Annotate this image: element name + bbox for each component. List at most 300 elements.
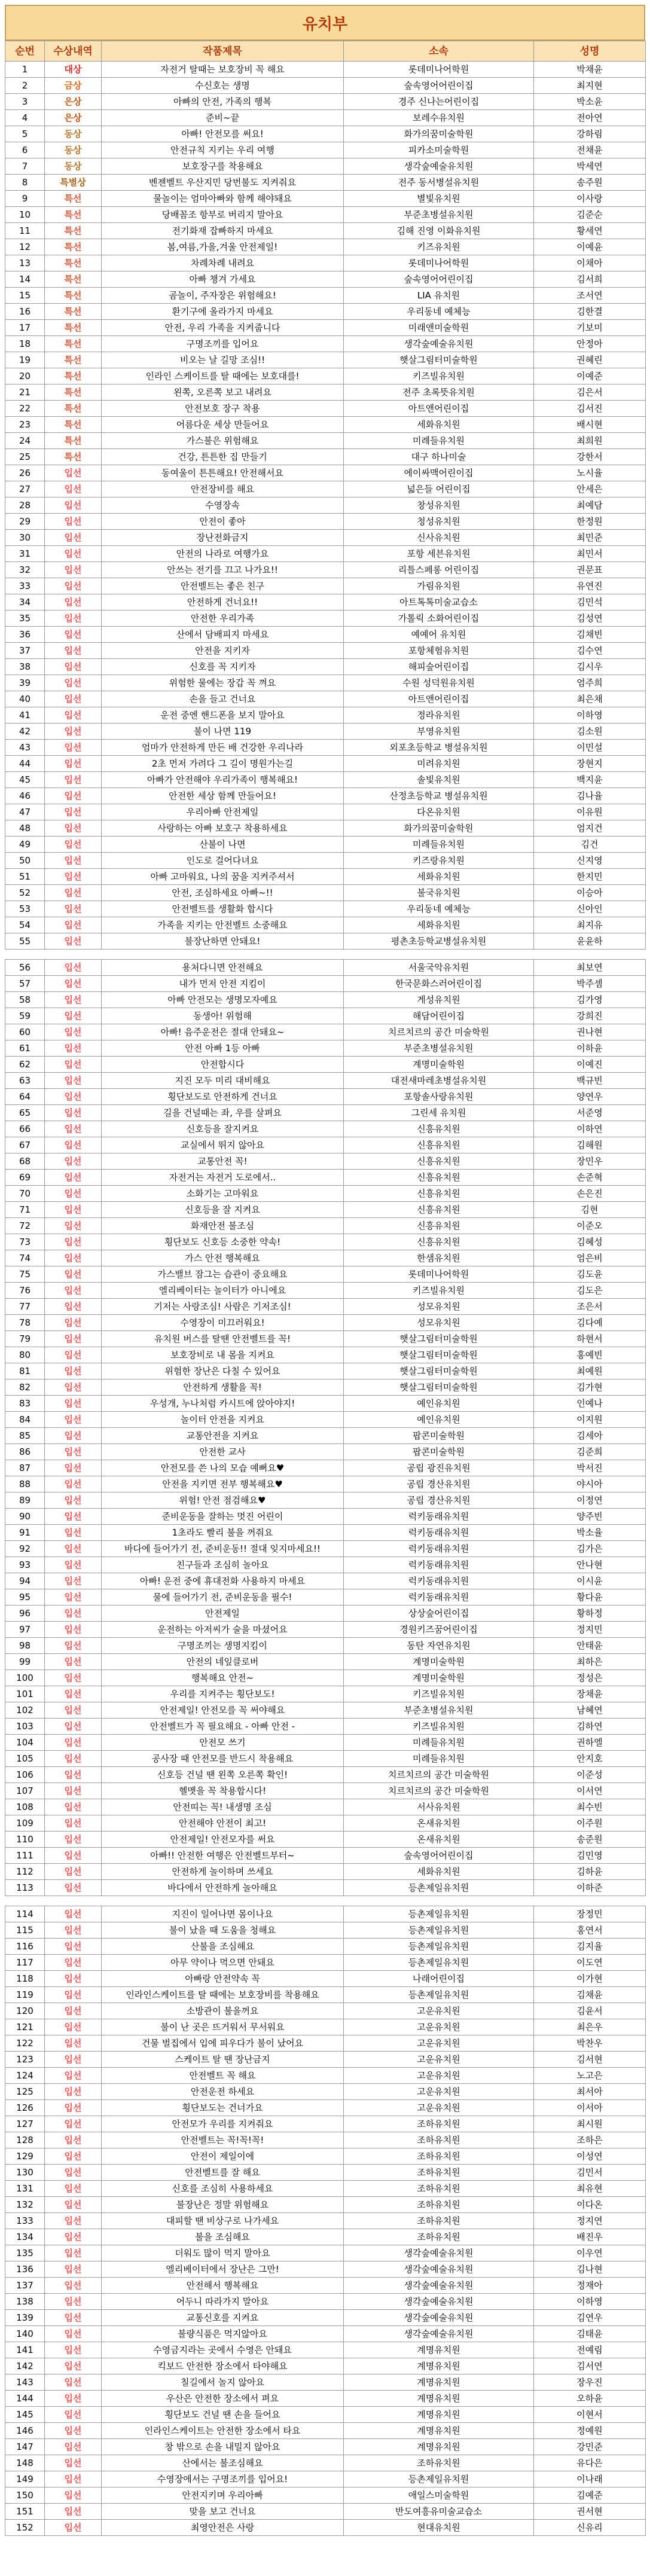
cell-title: 준비~끝	[102, 110, 344, 126]
cell-name: 이승아	[534, 885, 646, 901]
cell-title: 우산은 안전한 장소에서 펴요	[102, 2391, 344, 2407]
cell-no: 35	[5, 611, 45, 627]
cell-school: 아트톡톡미술교습소	[344, 594, 534, 611]
cell-school: 미래앤미술학원	[344, 320, 534, 336]
cell-title: 수신호는 생명	[102, 78, 344, 94]
cell-title: 준비운동을 잘하는 멋진 어린이	[102, 1509, 344, 1525]
cell-no: 67	[5, 1137, 45, 1153]
cell-no: 27	[5, 481, 45, 498]
cell-title: 불이 났을 때 도움을 청해요	[102, 1922, 344, 1939]
table-row	[5, 2019, 646, 2035]
cell-name: 이예윤	[534, 239, 646, 255]
cell-name: 이하윤	[534, 1040, 646, 1057]
sheet-title: 유치부	[5, 5, 645, 41]
table-row	[5, 627, 646, 643]
cell-no: 136	[5, 2261, 45, 2278]
cell-award: 특선	[45, 368, 102, 384]
cell-title: 친구들과 조심히 놀아요	[102, 1557, 344, 1573]
cell-award: 입선	[45, 901, 102, 917]
cell-award: 동상	[45, 142, 102, 158]
cell-award: 입선	[45, 2488, 102, 2504]
cell-name: 최유현	[534, 2181, 646, 2197]
table-row	[5, 320, 646, 336]
cell-title: 신호등을 잘지켜요	[102, 1121, 344, 1137]
table-row	[5, 1509, 646, 1525]
cell-title: 보호장구를 착용해요	[102, 158, 344, 175]
cell-award: 입선	[45, 2213, 102, 2229]
cell-school: 키즈빌유치원	[344, 1719, 534, 1735]
cell-name: 홍연서	[534, 1922, 646, 1939]
cell-award: 입선	[45, 1428, 102, 1444]
cell-title: 수영장에서는 구명조끼를 입어요!	[102, 2471, 344, 2488]
cell-school: 아트앤어린이집	[344, 691, 534, 707]
cell-name: 기보미	[534, 320, 646, 336]
cell-award: 입선	[45, 1573, 102, 1589]
cell-award: 입선	[45, 976, 102, 992]
cell-school: 세화유치원	[344, 917, 534, 933]
cell-award: 특선	[45, 417, 102, 433]
cell-name: 이사랑	[534, 191, 646, 207]
cell-award: 대상	[45, 62, 102, 78]
cell-name: 인예나	[534, 1396, 646, 1412]
cell-title: 가스불은 위험해요	[102, 433, 344, 449]
section-gap-cell	[5, 950, 646, 960]
cell-no: 118	[5, 1971, 45, 1987]
cell-title: 교통안전을 지켜요	[102, 1428, 344, 1444]
cell-title: 인라인 스케이트를 탈 때에는 보호대를!	[102, 368, 344, 384]
cell-no: 132	[5, 2197, 45, 2213]
cell-title: 안전벨트는 좋은 친구	[102, 578, 344, 594]
table-row	[5, 1573, 646, 1589]
cell-title: 신호등 건널 땐 왼쪽 오른쪽 확인!	[102, 1767, 344, 1783]
cell-school: 키즈유치원	[344, 239, 534, 255]
cell-no: 9	[5, 191, 45, 207]
cell-no: 97	[5, 1622, 45, 1638]
cell-school: 신흥유치원	[344, 1153, 534, 1170]
cell-school: 전주 동서병설유치원	[344, 175, 534, 191]
cell-name: 김연우	[534, 2310, 646, 2326]
cell-award: 특선	[45, 401, 102, 417]
table-row	[5, 1299, 646, 1315]
table-row	[5, 158, 646, 175]
cell-award: 입선	[45, 2068, 102, 2084]
table-row	[5, 191, 646, 207]
cell-school: 햇살그림터미술학원	[344, 1331, 534, 1347]
cell-school: 등촌제일유치원	[344, 1987, 534, 2003]
header-row	[5, 41, 646, 62]
cell-no: 79	[5, 1331, 45, 1347]
cell-no: 122	[5, 2035, 45, 2052]
cell-no: 144	[5, 2391, 45, 2407]
cell-school: 경원키즈꿈어린이집	[344, 1622, 534, 1638]
cell-title: 아빠의 안전, 가족의 행복	[102, 94, 344, 110]
cell-no: 150	[5, 2488, 45, 2504]
cell-title: 지진 모두 미리 대비해요	[102, 1073, 344, 1089]
cell-no: 70	[5, 1186, 45, 1202]
cell-school: 치르치르의 공간 미술학원	[344, 1024, 534, 1040]
cell-school: 햇살그림터미술학원	[344, 352, 534, 368]
cell-name: 엄은비	[534, 1250, 646, 1266]
table-row	[5, 239, 646, 255]
cell-no: 64	[5, 1089, 45, 1105]
cell-no: 51	[5, 869, 45, 885]
table-row	[5, 1460, 646, 1476]
cell-no: 139	[5, 2310, 45, 2326]
cell-no: 3	[5, 94, 45, 110]
cell-award: 입선	[45, 1170, 102, 1186]
cell-award: 입선	[45, 1670, 102, 1686]
table-row	[5, 820, 646, 837]
cell-title: 우리아빠 안전제일	[102, 804, 344, 820]
cell-title: 아빠 챙겨 가세요	[102, 271, 344, 288]
table-row	[5, 992, 646, 1008]
cell-no: 31	[5, 546, 45, 562]
cell-name: 장정민	[534, 1906, 646, 1922]
cell-school: 정라유치원	[344, 707, 534, 724]
table-row	[5, 1767, 646, 1783]
cell-name: 김태윤	[534, 2326, 646, 2342]
cell-title: 동생아! 위험해	[102, 1008, 344, 1024]
cell-award: 입선	[45, 1509, 102, 1525]
cell-award: 입선	[45, 2504, 102, 2520]
cell-award: 입선	[45, 2100, 102, 2116]
cell-school: 부준초병설유치원	[344, 1702, 534, 1719]
cell-award: 입선	[45, 1832, 102, 1848]
cell-name: 이채아	[534, 255, 646, 271]
cell-school: 팝콘미술학원	[344, 1428, 534, 1444]
cell-no: 58	[5, 992, 45, 1008]
cell-name: 김가영	[534, 992, 646, 1008]
cell-award: 입선	[45, 1186, 102, 1202]
table-row	[5, 2181, 646, 2197]
cell-award: 입선	[45, 1460, 102, 1476]
table-row	[5, 417, 646, 433]
cell-name: 장민우	[534, 1153, 646, 1170]
cell-no: 32	[5, 562, 45, 578]
cell-school: 럭키동래유치원	[344, 1525, 534, 1541]
cell-school: 나래어린이집	[344, 1971, 534, 1987]
cell-title: 구명조끼는 생명지킴이	[102, 1638, 344, 1654]
cell-name: 정지민	[534, 1622, 646, 1638]
cell-school: 미례들유치원	[344, 433, 534, 449]
cell-no: 109	[5, 1815, 45, 1832]
cell-no: 124	[5, 2068, 45, 2084]
cell-school: 키즈빌유치원	[344, 1283, 534, 1299]
cell-name: 이도연	[534, 1955, 646, 1971]
cell-school: 수원 성덕원유치원	[344, 675, 534, 691]
cell-no: 48	[5, 820, 45, 837]
award-sheet	[5, 5, 645, 2536]
cell-no: 82	[5, 1379, 45, 1396]
cell-award: 입선	[45, 992, 102, 1008]
cell-no: 20	[5, 368, 45, 384]
cell-title: 길을 건널때는 좌, 우를 살펴요	[102, 1105, 344, 1121]
cell-title: 안전을 지키자	[102, 643, 344, 659]
cell-school: 피카소미술학원	[344, 142, 534, 158]
cell-no: 45	[5, 772, 45, 788]
cell-no: 29	[5, 514, 45, 530]
cell-school: 공립 경산유치원	[344, 1476, 534, 1493]
cell-name: 김서희	[534, 271, 646, 288]
cell-name: 김세아	[534, 1428, 646, 1444]
cell-award: 입선	[45, 2423, 102, 2439]
cell-no: 112	[5, 1864, 45, 1880]
cell-title: 횡단보도 신호등 소중한 약속!	[102, 1234, 344, 1250]
cell-title: 아빠! 운전 중에 휴대전화 사용하지 마세요	[102, 1573, 344, 1589]
cell-title: 어름다운 세상 만들어요	[102, 417, 344, 433]
cell-name: 김하윤	[534, 1864, 646, 1880]
cell-title: 불량식품은 먹지않아요	[102, 2326, 344, 2342]
cell-award: 입선	[45, 1347, 102, 1363]
cell-no: 36	[5, 627, 45, 643]
table-row	[5, 1815, 646, 1832]
cell-name: 한지민	[534, 869, 646, 885]
cell-school: 고운유치원	[344, 2100, 534, 2116]
table-row	[5, 255, 646, 271]
cell-school: 대전새마레초병설유치원	[344, 1073, 534, 1089]
cell-title: 안전 아빠 1등 아빠	[102, 1040, 344, 1057]
cell-award: 금상	[45, 78, 102, 94]
cell-title: 곰놀이, 주자장은 위험해요!	[102, 288, 344, 304]
cell-no: 149	[5, 2471, 45, 2488]
cell-title: 안전벨트가 꼭 필요해요 - 아빠 안전 -	[102, 1719, 344, 1735]
cell-school: 넓은들 어린이집	[344, 481, 534, 498]
table-row	[5, 2342, 646, 2358]
table-row	[5, 976, 646, 992]
table-row	[5, 1939, 646, 1955]
table-row	[5, 110, 646, 126]
table-row	[5, 2520, 646, 2536]
table-row	[5, 885, 646, 901]
cell-title: 안전모를 쓴 나의 모습 예뻐요♥	[102, 1460, 344, 1476]
table-row	[5, 1864, 646, 1880]
cell-school: 치르치르의 공간 미술학원	[344, 1783, 534, 1799]
cell-school: 등촌제일유치원	[344, 1922, 534, 1939]
cell-school: 계명미술학원	[344, 1057, 534, 1073]
table-row	[5, 1057, 646, 1073]
cell-school: 해피숲어린이집	[344, 659, 534, 675]
cell-no: 117	[5, 1955, 45, 1971]
cell-school: 별빛유치원	[344, 191, 534, 207]
cell-no: 125	[5, 2084, 45, 2100]
cell-name: 최지유	[534, 917, 646, 933]
cell-title: 유치원 버스를 탈땐 안전벨트를 꼭!	[102, 1331, 344, 1347]
table-body	[5, 62, 646, 2536]
cell-title: 산에서는 불조심해요	[102, 2455, 344, 2471]
cell-title: 아빠! 안전모를 써요!	[102, 126, 344, 142]
cell-name: 안태윤	[534, 1638, 646, 1654]
cell-award: 입선	[45, 1476, 102, 1493]
cell-name: 김수연	[534, 643, 646, 659]
cell-award: 입선	[45, 2342, 102, 2358]
cell-name: 김성연	[534, 611, 646, 627]
cell-school: 계명유치원	[344, 2439, 534, 2455]
cell-name: 박소율	[534, 1525, 646, 1541]
cell-no: 69	[5, 1170, 45, 1186]
cell-title: 안전벨트 꼭 해요	[102, 2068, 344, 2084]
cell-no: 106	[5, 1767, 45, 1783]
cell-title: 동여울이 튼튼해요! 안전해서요	[102, 465, 344, 481]
cell-title: 물놀이는 엄마아빠와 함께 해야돼요	[102, 191, 344, 207]
cell-no: 84	[5, 1412, 45, 1428]
table-row	[5, 917, 646, 933]
table-row	[5, 2116, 646, 2132]
cell-name: 이지원	[534, 1412, 646, 1428]
cell-award: 입선	[45, 2116, 102, 2132]
cell-school: 등촌제일유치원	[344, 1880, 534, 1896]
cell-no: 17	[5, 320, 45, 336]
cell-title: 아빠!! 안전한 여행은 안전벨트부터~	[102, 1848, 344, 1864]
cell-name: 장채윤	[534, 1686, 646, 1702]
table-row	[5, 869, 646, 885]
cell-award: 입선	[45, 1283, 102, 1299]
table-row	[5, 288, 646, 304]
cell-name: 김도은	[534, 1283, 646, 1299]
cell-school: 햇살그림터미술학원	[344, 1347, 534, 1363]
cell-school: 세화유치원	[344, 1864, 534, 1880]
cell-school: 전주 초록뜻유치원	[344, 384, 534, 401]
cell-award: 특별상	[45, 175, 102, 191]
cell-school: 신흥유치원	[344, 1121, 534, 1137]
cell-title: 산불이 나면	[102, 837, 344, 853]
cell-school: 조하유치원	[344, 2181, 534, 2197]
cell-no: 8	[5, 175, 45, 191]
cell-name: 박주셈	[534, 976, 646, 992]
cell-school: 신흥유치원	[344, 1170, 534, 1186]
cell-no: 119	[5, 1987, 45, 2003]
cell-school: 불국유치원	[344, 885, 534, 901]
cell-name: 박서진	[534, 1460, 646, 1476]
cell-name: 정지연	[534, 2213, 646, 2229]
cell-award: 특선	[45, 336, 102, 352]
cell-school: 경주 신나는어린이집	[344, 94, 534, 110]
cell-no: 85	[5, 1428, 45, 1444]
table-row	[5, 804, 646, 820]
cell-no: 103	[5, 1719, 45, 1735]
table-row	[5, 2068, 646, 2084]
cell-name: 김서연	[534, 2358, 646, 2374]
cell-title: 왼쪽, 오른쪽 보고 내려요	[102, 384, 344, 401]
table-row	[5, 1202, 646, 1218]
cell-name: 조은서	[534, 1299, 646, 1315]
table-row	[5, 433, 646, 449]
cell-award: 입선	[45, 2391, 102, 2407]
cell-no: 43	[5, 740, 45, 756]
cell-title: 소방관이 불을꺼요	[102, 2003, 344, 2019]
cell-name: 김가현	[534, 1379, 646, 1396]
cell-name: 최은채	[534, 691, 646, 707]
cell-name: 한정원	[534, 514, 646, 530]
cell-school: 등촌제일유치원	[344, 1939, 534, 1955]
cell-no: 56	[5, 960, 45, 976]
cell-title: 아빠 고마워요, 나의 꿈을 지켜주셔서	[102, 869, 344, 885]
cell-title: 불이 난 곳은 뜨거워서 무서워요	[102, 2019, 344, 2035]
cell-school: 조하유치원	[344, 2165, 534, 2181]
cell-school: 아트앤어린이집	[344, 401, 534, 417]
cell-award: 입선	[45, 1751, 102, 1767]
cell-name: 김준희	[534, 1444, 646, 1460]
cell-title: 위험! 안전 점검해요♥	[102, 1493, 344, 1509]
table-row	[5, 1040, 646, 1057]
cell-title: 안전해야 안전이 최고!	[102, 1815, 344, 1832]
cell-title: 건강, 튼튼한 집 만들기	[102, 449, 344, 465]
cell-no: 102	[5, 1702, 45, 1719]
table-row	[5, 1686, 646, 1702]
cell-title: 어두니 따라가지 말아요	[102, 2294, 344, 2310]
cell-name: 김채윤	[534, 1987, 646, 2003]
table-row	[5, 659, 646, 675]
table-row	[5, 1971, 646, 1987]
cell-name: 김준순	[534, 207, 646, 223]
cell-award: 입선	[45, 1379, 102, 1396]
cell-title: 안전벨트를 생활화 합시다	[102, 901, 344, 917]
cell-name: 이정연	[534, 1493, 646, 1509]
cell-award: 입선	[45, 1735, 102, 1751]
cell-title: 안전벨트는 꼭!꼭!꼭!	[102, 2132, 344, 2148]
cell-title: 아빠랑 안전약속 꼭	[102, 1971, 344, 1987]
cell-no: 134	[5, 2229, 45, 2245]
cell-name: 김소원	[534, 724, 646, 740]
cell-award: 입선	[45, 2326, 102, 2342]
table-row	[5, 578, 646, 594]
cell-school: 부준초병설유치원	[344, 1040, 534, 1057]
cell-title: 스케이트 탈 땐 장난금지	[102, 2052, 344, 2068]
cell-award: 입선	[45, 1057, 102, 1073]
cell-award: 입선	[45, 2310, 102, 2326]
table-row	[5, 837, 646, 853]
cell-no: 111	[5, 1848, 45, 1864]
cell-name: 강한서	[534, 449, 646, 465]
table-row	[5, 1832, 646, 1848]
cell-award: 입선	[45, 1153, 102, 1170]
cell-no: 95	[5, 1589, 45, 1606]
cell-school: 신흥유치원	[344, 1202, 534, 1218]
cell-title: 운전하는 아저씨가 술을 마셨어요	[102, 1622, 344, 1638]
table-row	[5, 2358, 646, 2374]
cell-award: 입선	[45, 2278, 102, 2294]
cell-no: 16	[5, 304, 45, 320]
cell-school: 신사유치원	[344, 530, 534, 546]
cell-title: 바다에 들어가기 전, 준비운동!! 절대 잊지마세요!!	[102, 1541, 344, 1557]
cell-award: 입선	[45, 1589, 102, 1606]
table-row	[5, 1266, 646, 1283]
cell-award: 입선	[45, 530, 102, 546]
table-row	[5, 1638, 646, 1654]
cell-no: 137	[5, 2278, 45, 2294]
cell-award: 입선	[45, 933, 102, 950]
cell-award: 특선	[45, 223, 102, 239]
cell-name: 김예준	[534, 2488, 646, 2504]
cell-no: 76	[5, 1283, 45, 1299]
cell-name: 최은우	[534, 2019, 646, 2035]
cell-award: 동상	[45, 126, 102, 142]
table-row	[5, 853, 646, 869]
cell-school: 팝콘미술학원	[344, 1444, 534, 1460]
cell-title: 안전벨트를 잘 해요	[102, 2165, 344, 2181]
cell-name: 신아인	[534, 901, 646, 917]
cell-school: 계명유치원	[344, 2342, 534, 2358]
cell-title: 안전한 교사	[102, 1444, 344, 1460]
table-row	[5, 1922, 646, 1939]
cell-no: 100	[5, 1670, 45, 1686]
cell-no: 66	[5, 1121, 45, 1137]
table-row	[5, 514, 646, 530]
cell-title: 내가 먼저 안전 지킴이	[102, 976, 344, 992]
cell-no: 71	[5, 1202, 45, 1218]
cell-no: 135	[5, 2245, 45, 2261]
cell-title: 우성개, 누나처럼 카시트에 앉아야지!	[102, 1396, 344, 1412]
cell-title: 안전제일! 안전모를 꼭 써야해요	[102, 1702, 344, 1719]
